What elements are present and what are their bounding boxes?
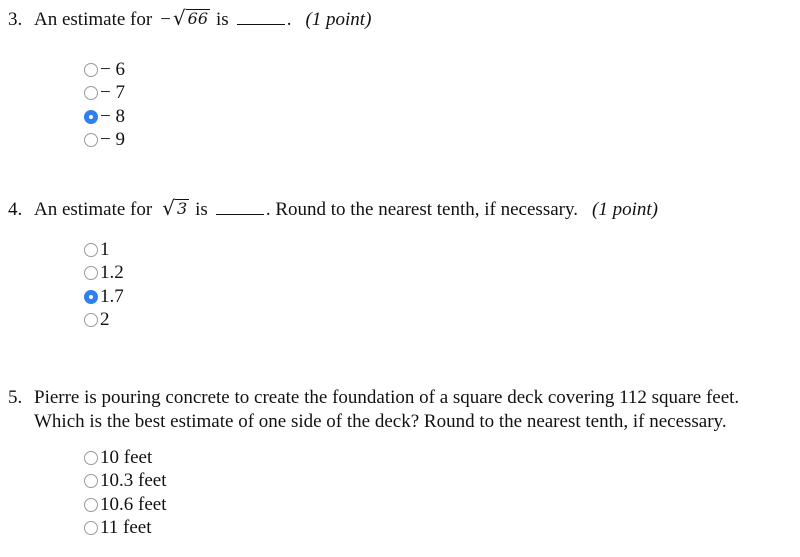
question-text: An estimate for: [34, 199, 153, 220]
option-label: 10 feet: [100, 446, 153, 468]
answer-options: [84, 238, 658, 332]
radio-button[interactable]: [84, 313, 98, 327]
question-text-is: is: [216, 9, 229, 30]
option-label: 2: [100, 309, 110, 331]
radio-button[interactable]: [84, 243, 98, 257]
option-label: 10.3 feet: [100, 470, 167, 492]
option-label: 1: [100, 238, 110, 260]
question-text-is: is: [195, 199, 208, 220]
answer-option[interactable]: [84, 309, 658, 333]
option-label: − 9: [100, 129, 125, 151]
question-5: [8, 386, 739, 540]
question-text-line-1: Pierre is pouring concrete to create the foundation of a square deck covering 112 square feet.: [34, 387, 740, 408]
question-text-end: .: [286, 9, 292, 30]
radio-button[interactable]: [84, 498, 98, 512]
answer-option[interactable]: [84, 129, 371, 153]
answer-options: [84, 446, 739, 540]
answer-option[interactable]: [84, 517, 739, 541]
option-label: − 6: [100, 58, 125, 80]
option-label: − 7: [100, 82, 125, 104]
radio-button[interactable]: [84, 133, 98, 147]
question-5-prompt: [8, 386, 739, 410]
radical-icon: √: [172, 6, 186, 30]
answer-option[interactable]: [84, 446, 739, 470]
answer-option[interactable]: [84, 82, 371, 106]
answer-option[interactable]: [84, 105, 371, 129]
question-3-prompt: [8, 8, 371, 32]
negative-sign: −: [160, 9, 171, 30]
question-text-end: . Round to the nearest tenth, if necessary.: [265, 199, 578, 220]
question-number: 4.: [8, 199, 23, 220]
option-label: 10.6 feet: [100, 493, 167, 515]
question-text: An estimate for: [34, 9, 153, 30]
radio-button[interactable]: [84, 63, 98, 77]
question-text-line-2: Which is the best estimate of one side of the deck? Round to the nearest tenth, if necessary.: [34, 411, 727, 432]
radio-button[interactable]: [84, 474, 98, 488]
radicand: 3: [176, 199, 188, 218]
question-5-prompt-continued: [8, 410, 739, 434]
option-label: − 8: [100, 105, 125, 127]
question-number: 3.: [8, 9, 23, 30]
answer-blank: [216, 213, 264, 215]
answer-option[interactable]: [84, 58, 371, 82]
square-root-expression: [162, 198, 189, 218]
point-value: (1 point): [592, 199, 658, 220]
question-4-prompt: [8, 198, 658, 222]
option-label: 1.2: [100, 262, 124, 284]
radio-button[interactable]: [84, 451, 98, 465]
point-value: (1 point): [305, 9, 372, 30]
question-4: [8, 198, 658, 332]
answer-option[interactable]: [84, 493, 739, 517]
answer-options: [84, 58, 371, 152]
radio-button-selected[interactable]: [84, 290, 98, 304]
radio-button[interactable]: [84, 86, 98, 100]
answer-option[interactable]: [84, 238, 658, 262]
question-3: [8, 8, 371, 152]
square-root-expression: [173, 8, 210, 28]
option-label: 1.7: [100, 285, 124, 307]
answer-blank: [237, 23, 285, 25]
radio-button[interactable]: [84, 266, 98, 280]
answer-option[interactable]: [84, 262, 658, 286]
option-label: 11 feet: [100, 517, 152, 539]
radical-icon: √: [162, 196, 175, 220]
radio-button[interactable]: [84, 521, 98, 535]
answer-option[interactable]: [84, 285, 658, 309]
answer-option[interactable]: [84, 470, 739, 494]
radicand: 66: [187, 9, 209, 28]
question-number: 5.: [8, 387, 23, 408]
radio-button-selected[interactable]: [84, 110, 98, 124]
